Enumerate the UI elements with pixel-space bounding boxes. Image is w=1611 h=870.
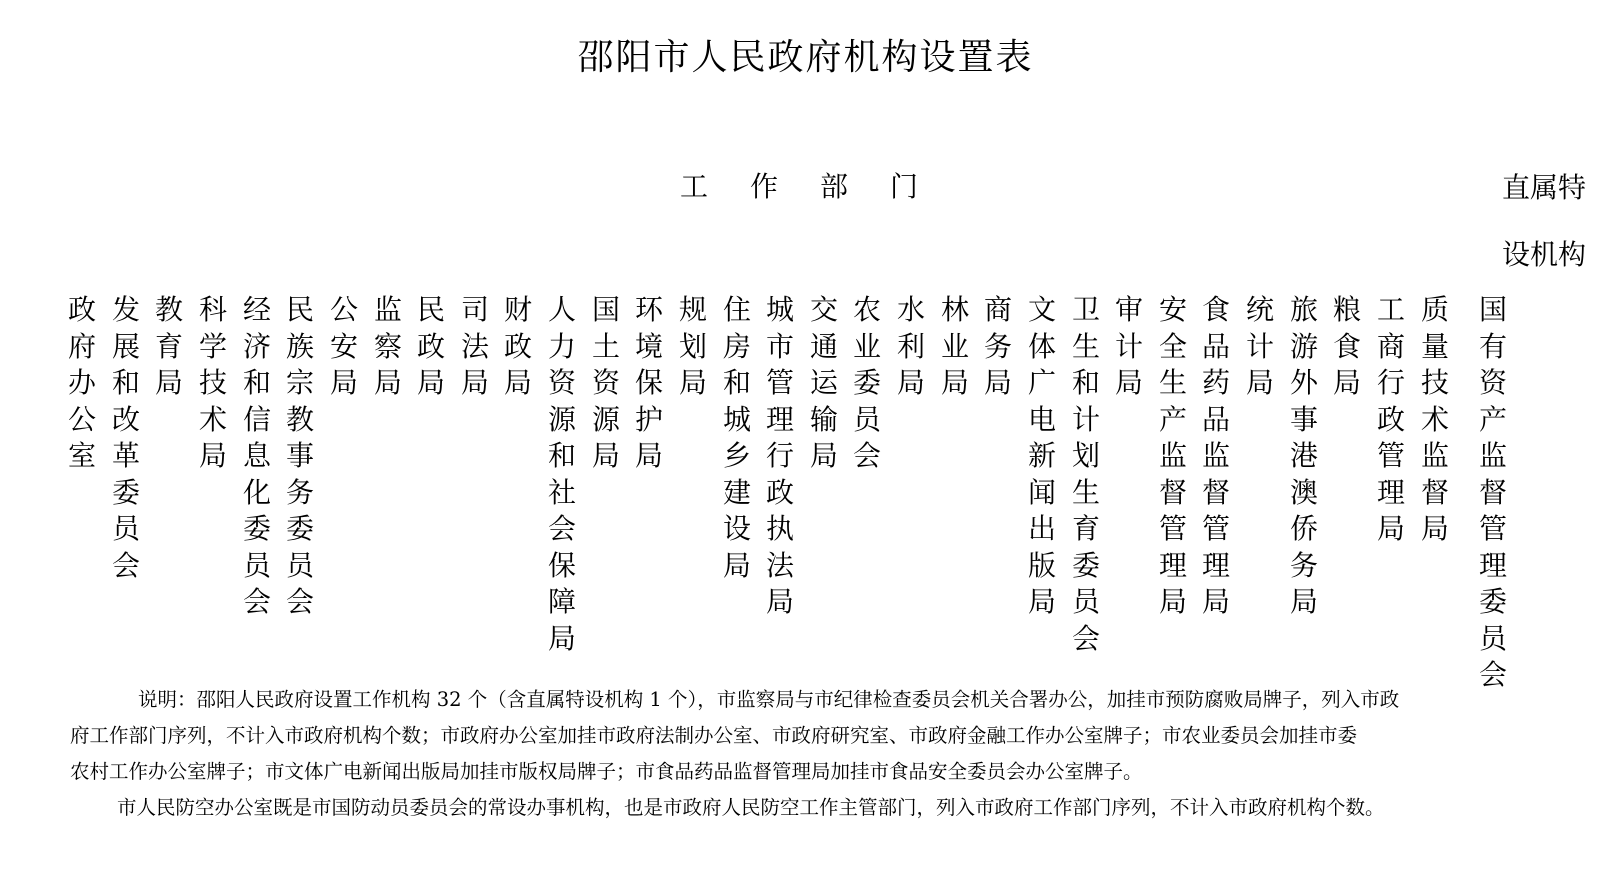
org-column: 财政局: [503, 293, 532, 399]
org-column: 城市管理行政执法局: [765, 293, 794, 618]
section-heading-special-line2: 设机构: [1501, 238, 1586, 271]
org-column: 文体广电新闻出版局: [1027, 293, 1056, 618]
org-column: 食品药品监督管理局: [1201, 293, 1230, 618]
note-line: 市人民防空办公室既是市国防动员委员会的常设办事机构，也是市政府人民防空工作主管部门，列入市政府工作部门序列，不计入市政府机构个数。: [117, 796, 1385, 819]
org-column: 人力资源和社会保障局: [547, 293, 576, 655]
org-column: 工商行政管理局: [1376, 293, 1405, 545]
org-column: 教育局: [154, 293, 183, 399]
org-column: 卫生和计划生育委员会: [1071, 293, 1100, 655]
org-column: 商务局: [983, 293, 1012, 399]
org-column: 林业局: [940, 293, 969, 399]
org-column: 质量技术监督局: [1420, 293, 1449, 545]
org-column: 司法局: [460, 293, 489, 399]
page-title: 邵阳市人民政府机构设置表: [577, 37, 1034, 78]
org-column: 民政局: [416, 293, 445, 399]
org-column: 住房和城乡建设局: [722, 293, 751, 582]
section-heading-special-line1: 直属特: [1501, 171, 1586, 204]
org-column: 交通运输局: [809, 293, 838, 472]
org-column: 旅游外事港澳侨务局: [1289, 293, 1318, 618]
org-column: 农业委员会: [852, 293, 881, 472]
note-line: 说明：邵阳人民政府设置工作机构 32 个（含直属特设机构 1 个），市监察局与市纪律检查委员会机关合署办公，加挂市预防腐败局牌子，列入市政: [138, 688, 1400, 711]
org-column-special: 国有资产监督管理委员会: [1478, 293, 1507, 691]
org-column: 审计局: [1114, 293, 1143, 399]
org-column: 民族宗教事务委员会: [285, 293, 314, 618]
note-line: 农村工作办公室牌子；市文体广电新闻出版局加挂市版权局牌子；市食品药品监督管理局加挂市食品安全委员会办公室牌子。: [70, 760, 1143, 783]
org-column: 政府办公室: [67, 293, 96, 472]
org-column: 国土资源局: [591, 293, 620, 472]
org-column: 粮食局: [1332, 293, 1361, 399]
note-line: 府工作部门序列，不计入市政府机构个数；市政府办公室加挂市政府法制办公室、市政府研究室、市政府金融工作办公室牌子；市农业委员会加挂市委: [70, 724, 1358, 747]
section-heading-work-departments: 工作部门: [680, 170, 961, 203]
org-column: 安全生产监督管理局: [1158, 293, 1187, 618]
org-column: 监察局: [373, 293, 402, 399]
org-column: 环境保护局: [634, 293, 663, 472]
org-column: 公安局: [329, 293, 358, 399]
org-column: 统计局: [1245, 293, 1274, 399]
org-column: 发展和改革委员会: [111, 293, 140, 582]
org-column: 科学技术局: [198, 293, 227, 472]
org-column: 水利局: [896, 293, 925, 399]
org-column: 经济和信息化委员会: [242, 293, 271, 618]
org-column: 规划局: [678, 293, 707, 399]
